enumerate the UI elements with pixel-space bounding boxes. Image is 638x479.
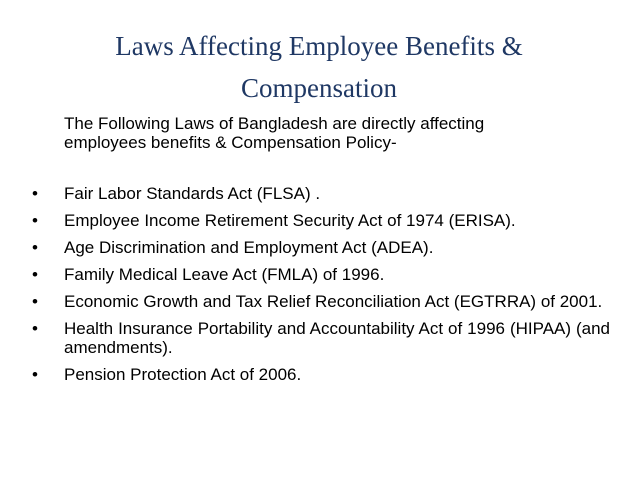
list-item [32,238,610,257]
bullet-icon: • [32,365,38,384]
law-text: Economic Growth and Tax Relief Reconciliation Act (EGTRRA) of 2001. [64,292,603,311]
slide-title [60,25,578,109]
intro-line-2: employees benefits & Compensation Policy- [64,133,397,152]
list-item [32,292,610,311]
list-item [32,365,610,384]
bullet-icon: • [32,211,38,230]
bullet-icon: • [32,319,38,338]
bullet-icon: • [32,184,38,203]
bullet-icon: • [32,292,38,311]
law-text: Fair Labor Standards Act (FLSA) . [64,184,321,203]
title-line-2: Compensation [241,73,397,103]
title-line-1: Laws Affecting Employee Benefits & [115,31,523,61]
law-text: Pension Protection Act of 2006. [64,365,302,384]
law-text: Family Medical Leave Act (FMLA) of 1996. [64,265,385,284]
bullet-icon: • [32,238,38,257]
list-item [32,184,610,203]
intro-text [64,114,609,152]
law-text: Health Insurance Portability and Accountability Act of 1996 (HIPAA) (and amendments). [64,319,610,357]
law-text: Employee Income Retirement Security Act of 1974 (ERISA). [64,211,516,230]
laws-bullet-list [32,184,610,392]
intro-line-1: The Following Laws of Bangladesh are directly affecting [64,114,485,133]
list-item [32,211,610,230]
list-item [32,265,610,284]
law-text: Age Discrimination and Employment Act (ADEA). [64,238,434,257]
bullet-icon: • [32,265,38,284]
list-item [32,319,610,357]
